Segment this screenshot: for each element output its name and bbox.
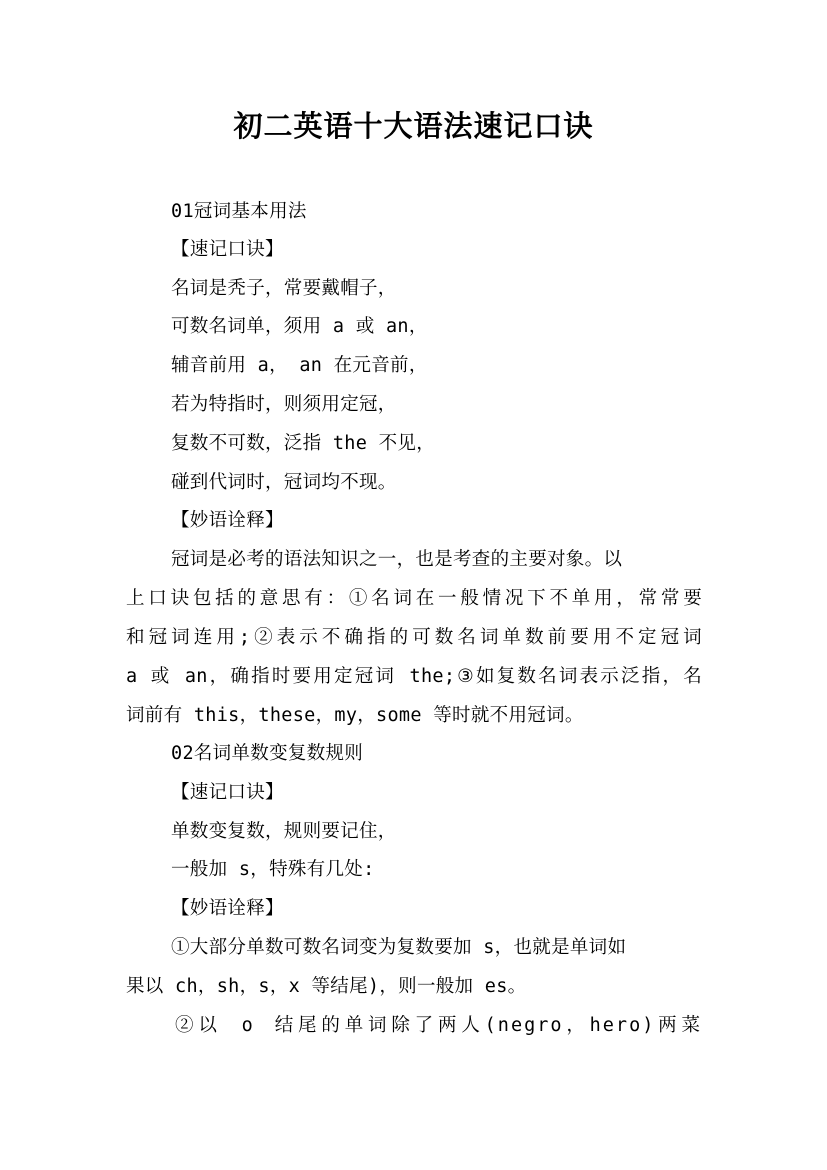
paragraph-line: 和冠词连用;②表示不确指的可数名词单数前要用不定冠词 [126,627,702,648]
verse-line: 名词是秃子，常要戴帽子， [171,278,397,299]
subheading: 【速记口诀】 [171,782,284,803]
subheading: 【妙语诠释】 [171,510,284,531]
section-heading: 01冠词基本用法 [171,201,307,222]
paragraph-line: ①大部分单数可数名词变为复数要加 s，也就是单词如 [171,937,627,958]
paragraph-line: 上口诀包括的意思有：①名词在一般情况下不单用，常常要 [126,588,702,609]
verse-line: 若为特指时，则须用定冠， [171,394,397,415]
verse-line: 辅音前用 a， an 在元音前， [171,355,428,376]
subheading: 【速记口诀】 [171,239,284,260]
paragraph-line: ②以 o 结尾的单词除了两人(negro，hero)两菜 [175,1015,702,1036]
document-title: 初二英语十大语法速记口诀 [233,109,594,143]
paragraph-line: 冠词是必考的语法知识之一，也是考查的主要对象。以 [171,549,623,570]
verse-line: 碰到代词时，冠词均不现。 [171,472,397,493]
paragraph-line: 果以 ch，sh，s，x 等结尾)，则一般加 es。 [126,976,527,997]
subheading: 【妙语诠释】 [171,898,284,919]
verse-line: 单数变复数，规则要记住， [171,821,397,842]
paragraph-line: 词前有 this，these，my，some 等时就不用冠词。 [126,705,584,726]
verse-line: 复数不可数，泛指 the 不见， [171,433,435,454]
paragraph-line: a 或 an，确指时要用定冠词 the;③如复数名词表示泛指，名 [126,666,702,687]
verse-line: 一般加 s，特殊有几处: [171,859,375,880]
verse-line: 可数名词单，须用 a 或 an， [171,316,428,337]
section-heading: 02名词单数变复数规则 [171,743,364,764]
